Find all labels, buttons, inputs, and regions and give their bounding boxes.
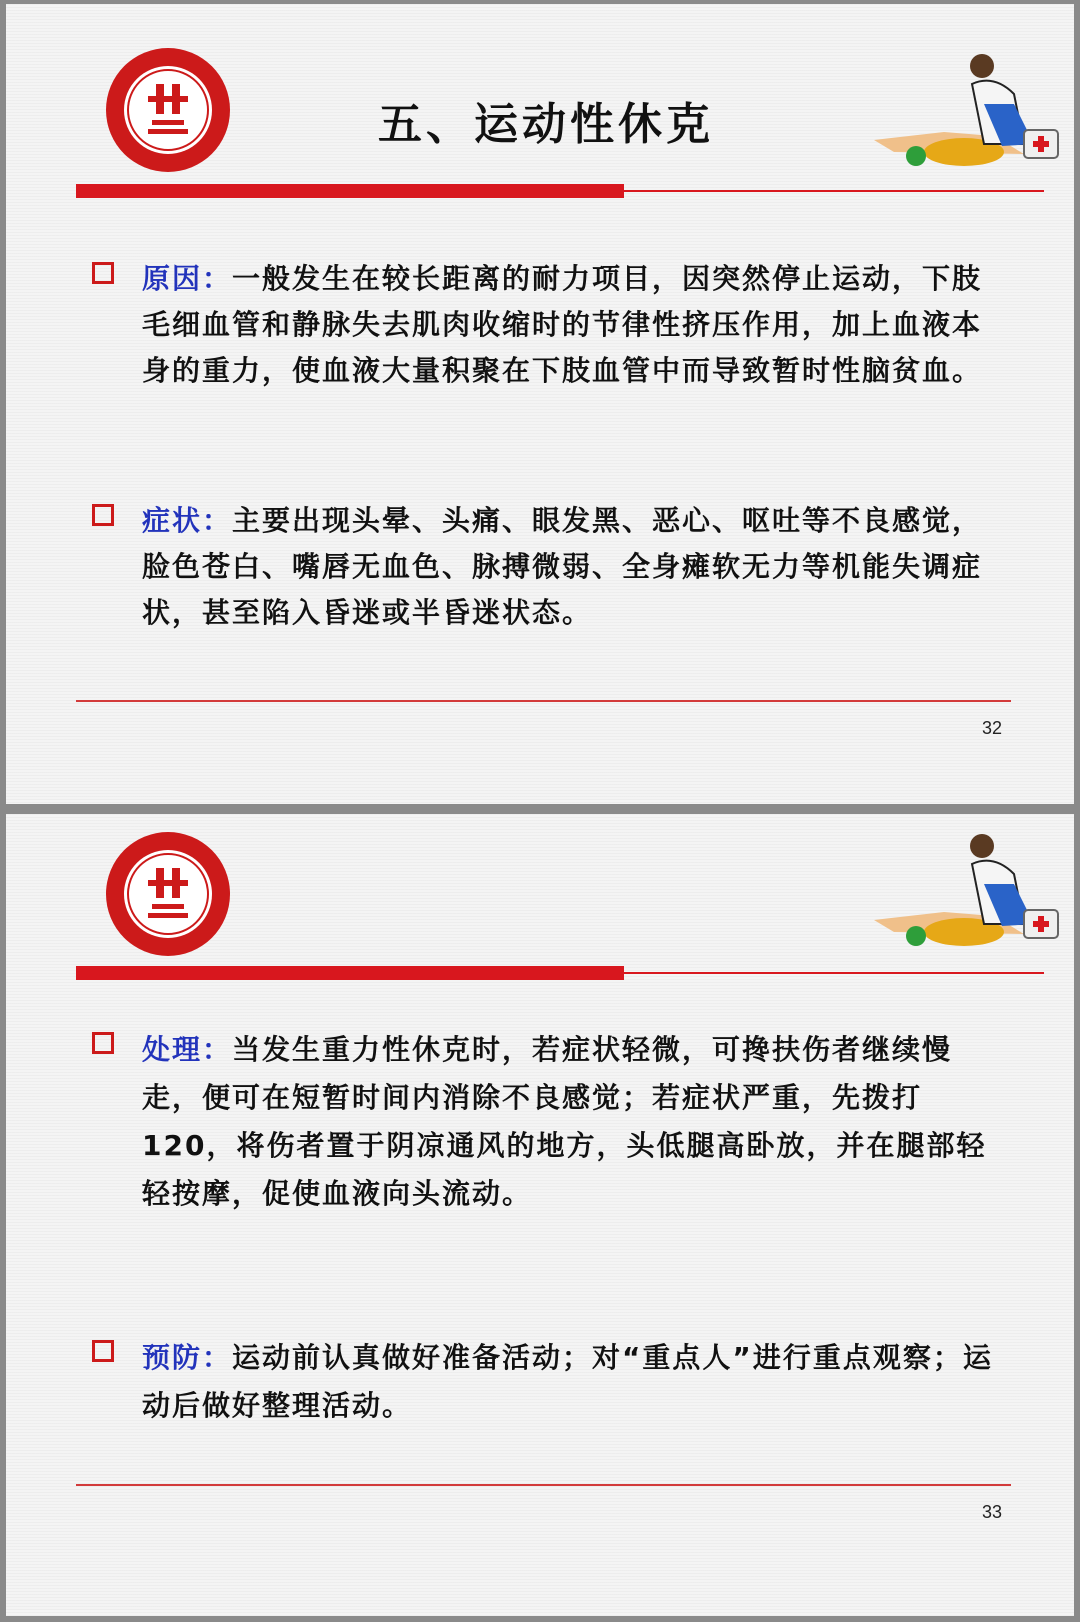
bullet-label: 处理： (142, 1033, 233, 1066)
checkbox-icon (92, 504, 114, 526)
slide-title: 五、运动性休克 (378, 99, 714, 150)
bullet-prevention (88, 1334, 1008, 1430)
bullet-cause (88, 256, 1008, 394)
first-aid-figure-icon (874, 44, 1074, 184)
bullet-label: 预防： (142, 1341, 233, 1374)
bullet-text: 一般发生在较长距离的耐力项目，因突然停止运动，下肢毛细血管和静脉失去肌肉收缩时的节律性挤压作用，加上血液本身的重力，使血液大量积聚在下肢血管中而导致暂时性脑贫血。 (142, 262, 983, 387)
checkbox-icon (92, 1032, 114, 1054)
title-underline-thick (76, 966, 624, 980)
title-underline-thick (76, 184, 624, 198)
bullet-treatment (88, 1026, 1008, 1218)
checkbox-icon (92, 262, 114, 284)
bullet-label: 原因： (142, 262, 233, 295)
university-logo-icon (102, 44, 234, 176)
bullet-label: 症状： (142, 504, 233, 537)
title-underline-thin (624, 190, 1044, 192)
slide-32 (6, 4, 1074, 804)
bullet-symptoms (88, 498, 1008, 636)
page-number: 33 (981, 1502, 1002, 1522)
footer-divider (76, 1484, 1011, 1486)
slide-33 (6, 814, 1074, 1616)
bullet-text: 运动前认真做好准备活动；对“重点人”进行重点观察；运动后做好整理活动。 (142, 1341, 993, 1422)
page-number: 32 (981, 718, 1002, 738)
university-logo-icon (102, 828, 234, 960)
checkbox-icon (92, 1340, 114, 1362)
bullet-text: 主要出现头晕、头痛、眼发黑、恶心、呕吐等不良感觉，脸色苍白、嘴唇无血色、脉搏微弱、全身瘫软无力等机能失调症状，甚至陷入昏迷或半昏迷状态。 (142, 504, 983, 629)
footer-divider (76, 700, 1011, 702)
first-aid-figure-icon (874, 824, 1074, 964)
title-underline-thin (624, 972, 1044, 974)
bullet-text: 当发生重力性休克时，若症状轻微，可搀扶伤者继续慢走，便可在短暂时间内消除不良感觉；若症状严重，先拨打120，将伤者置于阴凉通风的地方，头低腿高卧放，并在腿部轻轻按摩，促使血液向头流动。 (142, 1033, 987, 1210)
